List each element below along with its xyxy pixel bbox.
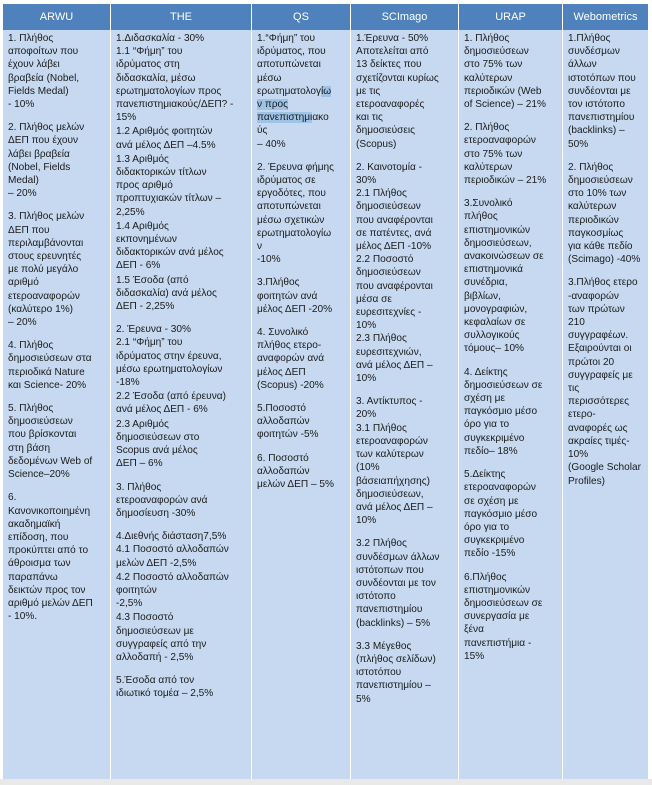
highlighted-text: ίω <box>321 85 332 97</box>
criterion-item: 1.Έρευνα - 50% Αποτελείται από 13 δείκτες που σχετίζονται κυρίως με τις ετεροαναφορές και τις δημοσιεύσεις (Scopus) <box>356 33 439 150</box>
header-arwu: ARWU <box>3 4 111 30</box>
criterion-item: 5.Ποσοστό αλλοδαπών φοιτητών -5% <box>257 403 319 441</box>
criterion-item: 5. Πλήθος δημοσιεύσεων που βρίσκονται στη βάση δεδομένων Web of Science–20% <box>8 403 93 481</box>
criterion-item: 2.2 Έσοδα (από έρευνα) ανά μέλος ΔΕΠ - 6% <box>116 391 226 416</box>
criterion-item: 6. Ποσοστό αλλοδαπών μελών ΔΕΠ – 5% <box>257 452 334 491</box>
cell-webometrics <box>563 30 649 781</box>
page-bottom-strip <box>0 779 652 785</box>
criterion-item: 4. Πλήθος δημοσιεύσεων στα περιοδικά Nature και Science- 20% <box>8 340 92 391</box>
header-urap: URAP <box>459 4 563 30</box>
criterion-item: 2. Πλήθος μελών ΔΕΠ που έχουν λάβει βραβεία (Nobel, Fields Medal) – 20% <box>8 122 85 200</box>
criterion-item: 1.Διδασκαλία - 30% 1.1 “Φήμη” του ιδρύματος στη διδασκαλία, μέσω ερωτηματολογίων προς πανεπιστημιακούς/ΔΕΠ? - 15% <box>116 33 234 124</box>
criterion-item: 4. Συνολικό πλήθος ετερο- αναφορών ανά μέλος ΔΕΠ (Scopus) -20% <box>257 327 325 391</box>
criterion-item: 2. Πλήθος δημοσιεύσεων στο 10% των καλύτερων περιοδικών παγκοσμίως για κάθε πεδίο (Scimago) -40% <box>568 161 641 266</box>
criterion-item: 4.2 Ποσοστό αλλοδαπών φοιτητών -2,5% <box>116 571 229 610</box>
header-the: THE <box>111 4 252 30</box>
criterion-item: 2. Καινοτομία - 30% 2.1 Πλήθος δημοσιεύσεων που αναφέρονται σε πατέντες, ανά μέλος ΔΕΠ -10% 2.2 Ποσοστό δημοσιεύσεων που αναφέρονται μέσα σε ευρεσιτεχνίες - 10% 2.3 Πλήθος ευρεσιτεχνιών, ανά μέλος ΔΕΠ – 10% <box>356 161 433 385</box>
criterion-item: 2.3 Αριθμός δημοσιεύσεων στο Scopus ανά μέλος ΔΕΠ – 6% <box>116 418 200 470</box>
criterion-item: 1.Πλήθος συνδέσμων άλλων ιστοτόπων που συνδέονται με τον ιστότοπο πανεπιστημίου (backlinks) – 50% <box>568 33 636 150</box>
criterion-item <box>257 32 347 151</box>
criterion-item: 6.Πλήθος επιστημονικών δημοσιεύσεων σε συνεργασία με ξένα πανεπιστήμια - 15% <box>464 571 543 662</box>
cell-arwu <box>3 30 111 781</box>
criterion-item: 1.5 Έσοδα (από διδασκαλία) ανά μέλος ΔΕΠ - 2,25% <box>116 274 217 313</box>
criterion-item: 2. Πλήθος ετεροαναφορών στο 75% των καλύτερων περιοδικών – 21% <box>464 122 547 187</box>
criterion-item: 1.3 Αριθμός διδακτορικών τίτλων προς αριθμό προπτυχιακών τίτλων – 2,25% <box>116 153 222 218</box>
header-qs: QS <box>252 4 351 30</box>
criterion-item: 6. Κανονικοποιημένη ακαδημαϊκή επίδοση, που προκύπτει από το άθροισμα των παραπάνω δεικτών προς τον αριθμό μελών ΔΕΠ - 10%. <box>8 492 93 623</box>
criterion-item: 3.Συνολικό πλήθος επιστημονικών δημοσιεύσεων, ανακοινώσεων σε επιστημονικά συνέδρια, βιβλίων, μονογραφιών, κεφαλαίων σε συλλογικούς τόμους– 10% <box>464 198 544 355</box>
criterion-item: 1. Πλήθος αποφοίτων που έχουν λάβει βραβεία (Nobel, Fields Medal) - 10% <box>8 33 80 111</box>
cell-scimago <box>351 30 459 781</box>
header-row <box>3 4 649 30</box>
criterion-item: 3. Αντίκτυπος - 20% 3.1 Πλήθος ετεροαναφορών των καλύτερων (10% βάσειαπήχησης) δημοσιεύσεων, ανά μέλος ΔΕΠ – 10% <box>356 396 433 527</box>
criterion-item: 2. Έρευνα φήμης ιδρύματος σε εργοδότες, που αποτυπώνεται μέσω σχετικών ερωτηματολογίω ν -10% <box>257 161 335 266</box>
highlighted-text: ν προς πανεπιστημι <box>257 99 313 124</box>
criterion-item: 4. Δείκτης δημοσιεύσεων σε σχέση με παγκόσμιο μέσο όρο για το συγκεκριμένο πεδίο– 18% <box>464 366 543 457</box>
criterion-item: 3.Πλήθος φοιτητών ανά μέλος ΔΕΠ -20% <box>257 277 333 315</box>
criterion-item: 1.4 Αριθμός εκπονημένων διδακτορικών ανά μέλος ΔΕΠ - 6% <box>116 220 224 272</box>
criterion-item: 4.Διεθνής διάσταση7,5% 4.1 Ποσοστό αλλοδαπών μελών ΔΕΠ -2,5% <box>116 531 229 569</box>
cell-urap <box>459 30 563 781</box>
cell-the <box>111 30 252 781</box>
criterion-text: ακο ύς – 40% <box>257 112 329 150</box>
criteria-row <box>3 30 649 781</box>
criterion-item: 1. Πλήθος δημοσιεύσεων στο 75% των καλύτερων περιοδικών (Web of Science) – 21% <box>464 33 546 111</box>
criterion-item: 3.3 Μέγεθος (πλήθος σελίδων) ιστοτόπου πανεπιστημίου – 5% <box>356 640 436 705</box>
criterion-item: 3.2 Πλήθος συνδέσμων άλλων ιστότοπων που συνδέονται με τον ιστότοπο πανεπιστημίου (backlinks) – 5% <box>356 538 440 629</box>
cell-qs <box>252 30 351 781</box>
criterion-item: 5.Δείκτης ετεροαναφορών σε σχέση με παγκόσμιο μέσο όρο για το συγκεκριμένο πεδίο -15% <box>464 469 538 560</box>
header-webometrics: Webometrics <box>563 4 649 30</box>
criterion-item: 4.3 Ποσοστό δημοσιεύσεων με συγγραφείς από την αλλοδαπή - 2,5% <box>116 612 207 663</box>
criterion-item: 3. Πλήθος ετεροαναφορών ανά δημοσίευση -30% <box>116 481 208 519</box>
criterion-item: 3.Πλήθος ετερο -αναφορών των πρώτων 210 συγγραφέων. Εξαιρούνται οι πρώτοι 20 συγγραφείς με τις περισσότερες ετερο- αναφορές ως ακραίες τιμές- 10% (Google Scholar Profiles) <box>568 277 641 487</box>
criterion-text: 1.“Φήμη” του ιδρύματος, που αποτυπώνεται μέσω ερωτηματολογ <box>257 33 326 97</box>
header-scimago: SCImago <box>351 4 459 30</box>
criterion-item: 5.Έσοδα από τον ιδιωτικό τομέα – 2,5% <box>116 675 214 700</box>
criterion-item: 2. Έρευνα - 30% 2.1 “Φήμη” του ιδρύματος στην έρευνα, μέσω ερωτηματολογίων -18% <box>116 324 223 389</box>
criterion-item: 1.2 Αριθμός φοιτητών ανά μέλος ΔΕΠ –4.5% <box>116 126 216 151</box>
rankings-comparison-table <box>2 4 649 781</box>
criterion-item: 3. Πλήθος μελών ΔΕΠ που περιλαμβάνονται στους ερευνητές με πολύ μεγάλο αριθμό ετεροαναφορών (καλύτερο 1%) – 20% <box>8 211 85 329</box>
